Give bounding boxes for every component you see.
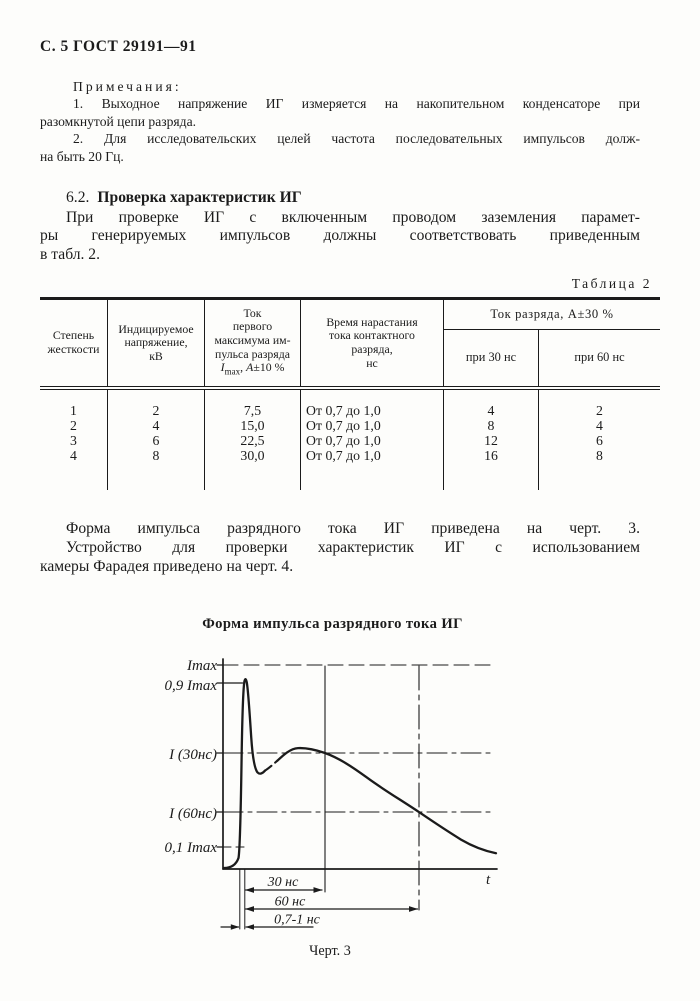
figure-title: Форма импульса разрядного тока ИГ bbox=[202, 616, 463, 632]
arrowhead bbox=[245, 924, 254, 929]
axis-ticks bbox=[217, 665, 223, 847]
col-header-first-peak-current: Ток первого максимума им- пульса разряда $I_{max}$, А±10 % bbox=[205, 300, 301, 386]
col-header-indicated-voltage: Индицируемое напряжение, кВ bbox=[108, 300, 205, 386]
arrowhead bbox=[409, 906, 418, 912]
group-title: Ток разряда, А±30 % bbox=[444, 300, 660, 330]
note-2-line-1: 2. Для исследовательских целей частота последовательных импульсов долж- bbox=[73, 131, 640, 147]
y-label-i60: I (60нс) bbox=[169, 806, 217, 822]
y-label-09imax: 0,9 Imax bbox=[164, 678, 217, 694]
waveform-curve bbox=[278, 748, 497, 853]
section-title: Проверка характеристик ИГ bbox=[97, 189, 302, 206]
table-header bbox=[40, 300, 660, 390]
col-header-severity: Степень жесткости bbox=[40, 300, 108, 386]
col-header-at-60ns: при 60 нс bbox=[574, 350, 625, 365]
page-header: С. 5 ГОСТ 29191—91 bbox=[40, 38, 197, 55]
table-row: 1 2 7,5 От 0,7 до 1,0 4 2 bbox=[40, 403, 660, 418]
note-2-line-2: на быть 20 Гц. bbox=[40, 148, 124, 164]
y-label-01imax: 0,1 Imax bbox=[164, 840, 217, 856]
arrowhead bbox=[314, 887, 323, 893]
col-header-at-30ns: при 30 нс bbox=[444, 330, 539, 386]
section-heading bbox=[40, 189, 640, 208]
paragraph-line: Форма импульса разрядного тока ИГ приведена на черт. 3. bbox=[66, 520, 640, 537]
y-label-i30: I (30нс) bbox=[169, 747, 217, 763]
y-label-imax: Imax bbox=[187, 658, 217, 674]
table-row: 4 8 30,0 От 0,7 до 1,0 16 8 bbox=[40, 448, 660, 463]
x-axis-label-t: t bbox=[486, 872, 491, 888]
arrowhead bbox=[245, 906, 254, 912]
waveform-chart bbox=[0, 645, 700, 945]
dim-label-60ns: 60 нс bbox=[274, 894, 306, 910]
table-2 bbox=[40, 297, 660, 490]
arrowhead bbox=[231, 924, 240, 929]
table-row: 2 4 15,0 От 0,7 до 1,0 8 4 bbox=[40, 418, 660, 433]
table-label: Таблица 2 bbox=[571, 276, 652, 291]
table-body bbox=[40, 390, 660, 490]
section-paragraph-line: в табл. 2. bbox=[40, 245, 101, 263]
after-table-paragraphs bbox=[40, 519, 640, 577]
section-paragraph-line: При проверке ИГ с включенным проводом заземления парамет- bbox=[66, 208, 640, 226]
section-6-2 bbox=[40, 189, 640, 264]
notes-title: Примечания: bbox=[73, 79, 182, 94]
col-group-discharge-current bbox=[444, 300, 660, 386]
dim-label-risetime: 0,7-1 нс bbox=[274, 912, 320, 928]
notes-section bbox=[40, 78, 640, 165]
waveform-curve bbox=[224, 679, 265, 868]
paragraph-line: Устройство для проверки характеристик ИГ с использованием bbox=[66, 539, 640, 557]
note-1-line-2: разомкнутой цепи разряда. bbox=[40, 113, 197, 129]
waveform-curve-dashed bbox=[265, 761, 278, 771]
section-number: 6.2. bbox=[66, 189, 90, 206]
col-header-rise-time: Время нарастания тока контактного разряда, нс bbox=[301, 300, 444, 386]
dim-label-30ns: 30 нс bbox=[267, 875, 299, 890]
table-row: 3 6 22,5 От 0,7 до 1,0 12 6 bbox=[40, 433, 660, 448]
note-1-line-1: 1. Выходное напряжение ИГ измеряется на накопительном конденсаторе при bbox=[73, 96, 640, 112]
section-paragraph-line: ры генерируемых импульсов должны соответствовать приведенным bbox=[40, 227, 640, 245]
figure-caption: Черт. 3 bbox=[309, 943, 351, 959]
paragraph-line: камеры Фарадея приведено на черт. 4. bbox=[40, 558, 294, 576]
arrowhead bbox=[245, 887, 254, 893]
